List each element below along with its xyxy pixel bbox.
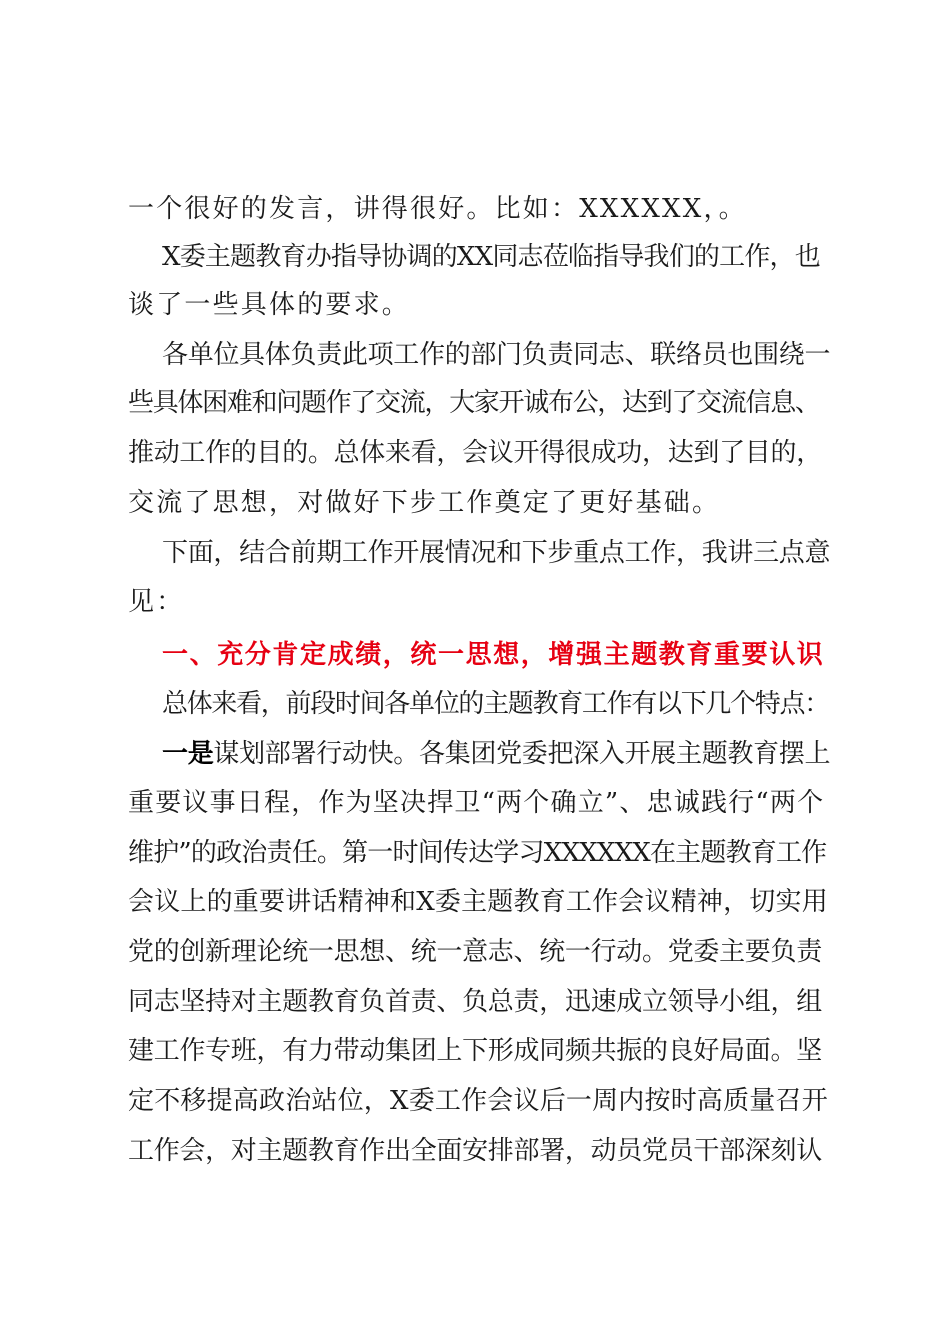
body-text-line: 会议上的重要讲话精神和X委主题教育工作会议精神，切实用	[128, 887, 828, 917]
body-text-line: 党的创新理论统一思想、统一意志、统一行动。党委主要负责	[128, 937, 822, 967]
body-text-line: 些具体困难和问题作了交流，大家开诚布公，达到了交流信息、	[128, 388, 820, 418]
section-heading: 一、充分肯定成绩，统一思想，增强主题教育重要认识	[162, 640, 825, 670]
body-text-line: 谈了一些具体的要求。	[128, 290, 411, 320]
body-text-line: 重要议事日程，作为坚决捍卫“两个确立”、忠诚践行“两个	[128, 788, 825, 818]
point-one-lead: 一是	[162, 739, 214, 769]
body-text-line: 下面，结合前期工作开展情况和下步重点工作，我讲三点意	[162, 538, 831, 568]
body-text-line: 同志坚持对主题教育负首责、负总责，迅速成立领导小组，组	[128, 987, 822, 1017]
body-text-line: 维护”的政治责任。第一时间传达学习XXXXXX在主题教育工作	[128, 838, 827, 868]
body-text-line: 工作会，对主题教育作出全面安排部署，动员党员干部深刻认	[128, 1136, 822, 1166]
body-text-line: 建工作专班，有力带动集团上下形成同频共振的良好局面。坚	[128, 1036, 822, 1066]
body-text-line: 一个很好的发言，讲得很好。比如：XXXXXX，。	[128, 194, 747, 224]
body-text-line: X委主题教育办指导协调的XX同志莅临指导我们的工作，也	[162, 242, 820, 272]
point-one-text: 谋划部署行动快。各集团党委把深入开展主题教育摆上	[213, 739, 831, 769]
body-text-line: 推动工作的目的。总体来看，会议开得很成功，达到了目的，	[128, 438, 822, 468]
section-intro: 总体来看，前段时间各单位的主题教育工作有以下几个特点：	[162, 689, 829, 719]
point-one-first-line	[162, 738, 830, 770]
body-text-line: 交流了思想，对做好下步工作奠定了更好基础。	[128, 488, 721, 518]
body-text-line: 各单位具体负责此项工作的部门负责同志、联络员也围绕一	[162, 340, 831, 370]
body-text-line: 见：	[128, 587, 185, 617]
body-text-line: 定不移提高政治站位，X委工作会议后一周内按时高质量召开	[128, 1086, 828, 1116]
